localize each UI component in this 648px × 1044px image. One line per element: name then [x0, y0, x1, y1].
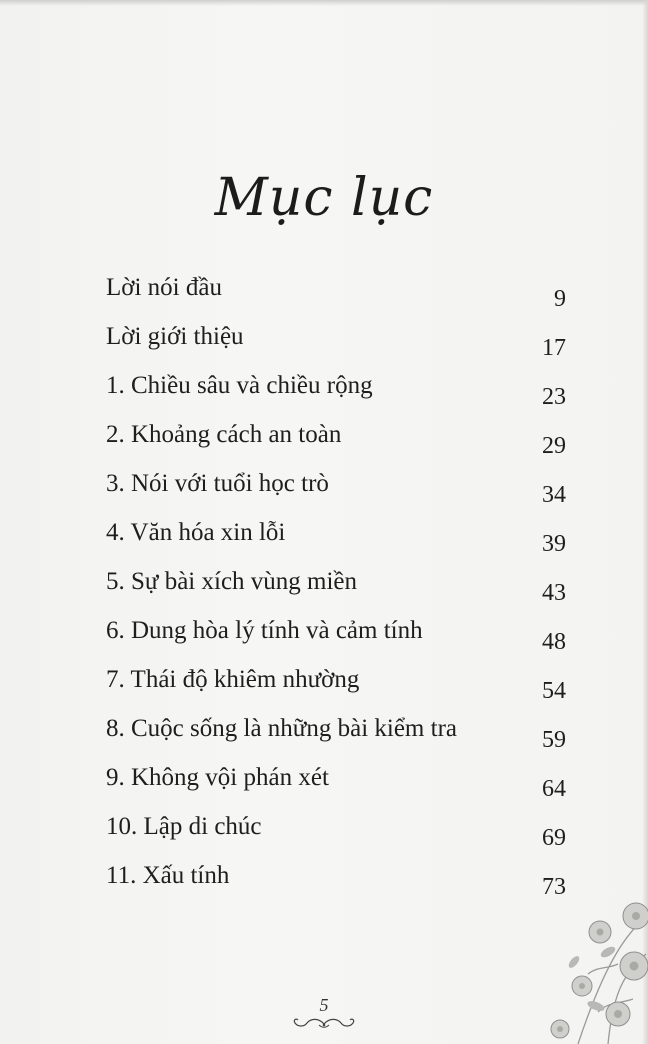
toc-entry-title: Lời giới thiệu [106, 323, 244, 350]
toc-entry [106, 613, 566, 662]
toc-entry-title: 11. Xấu tính [106, 862, 230, 889]
toc-entry [106, 270, 566, 319]
toc-entry-page: 64 [542, 776, 566, 802]
toc-entry-title: 10. Lập di chúc [106, 813, 262, 840]
toc-entry-page: 48 [542, 629, 566, 655]
toc-entry-title: 4. Văn hóa xin lỗi [106, 519, 286, 546]
toc-entry-page: 9 [554, 286, 566, 312]
toc-entry-title: Lời nói đầu [106, 274, 222, 301]
toc-entry-page: 59 [542, 727, 566, 753]
toc-entry-page: 23 [542, 384, 566, 410]
toc-entry [106, 466, 566, 515]
scroll-ornament-icon [289, 1016, 359, 1030]
toc-entry-title: 5. Sự bài xích vùng miền [106, 568, 358, 595]
toc-entry-title: 3. Nói với tuổi học trò [106, 470, 329, 497]
toc-entry [106, 662, 566, 711]
toc-entry [106, 368, 566, 417]
toc-entry-title: 1. Chiều sâu và chiều rộng [106, 372, 373, 399]
toc-entry-page: 73 [542, 874, 566, 900]
page-top-edge [0, 0, 648, 6]
toc-entry [106, 515, 566, 564]
toc-entry [106, 564, 566, 613]
toc-entry-page: 17 [542, 335, 566, 361]
toc-entry-title: 9. Không vội phán xét [106, 764, 329, 791]
toc-entry [106, 417, 566, 466]
toc-entry-page: 43 [542, 580, 566, 606]
toc-entry [106, 858, 566, 907]
table-of-contents [106, 270, 566, 907]
page-number: 5 [319, 995, 329, 1015]
page-title: Mục lục [214, 168, 434, 228]
toc-entry-title: 7. Thái độ khiêm nhường [106, 666, 360, 693]
toc-entry [106, 809, 566, 858]
page-right-edge [642, 0, 648, 1044]
toc-entry-title: 2. Khoảng cách an toàn [106, 421, 342, 448]
toc-entry-title: 6. Dung hòa lý tính và cảm tính [106, 617, 423, 644]
floral-corner-icon [538, 894, 648, 1044]
toc-entry-page: 54 [542, 678, 566, 704]
toc-entry-page: 34 [542, 482, 566, 508]
toc-entry [106, 319, 566, 368]
toc-entry-page: 69 [542, 825, 566, 851]
toc-entry [106, 760, 566, 809]
toc-entry [106, 711, 566, 760]
toc-entry-page: 39 [542, 531, 566, 557]
toc-entry-page: 29 [542, 433, 566, 459]
toc-entry-title: 8. Cuộc sống là những bài kiểm tra [106, 715, 457, 742]
